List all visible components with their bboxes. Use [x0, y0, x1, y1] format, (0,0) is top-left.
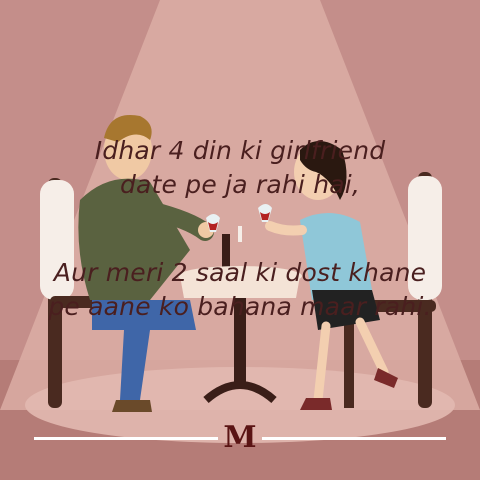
footer-rule-right: [262, 437, 446, 440]
brand-logo: M: [223, 420, 257, 455]
caption-top: [0, 134, 480, 202]
caption-line-4: pe aane ko bahana maar rahi.: [48, 292, 432, 321]
caption-line-1: Idhar 4 din ki girlfriend: [94, 136, 386, 165]
candle: [238, 226, 242, 242]
caption-line-3: Aur meri 2 saal ki dost khane: [53, 258, 427, 287]
caption-line-2: date pe ja rahi hai,: [119, 170, 361, 199]
caption-bottom: [0, 256, 480, 324]
footer-rule-left: [34, 437, 218, 440]
